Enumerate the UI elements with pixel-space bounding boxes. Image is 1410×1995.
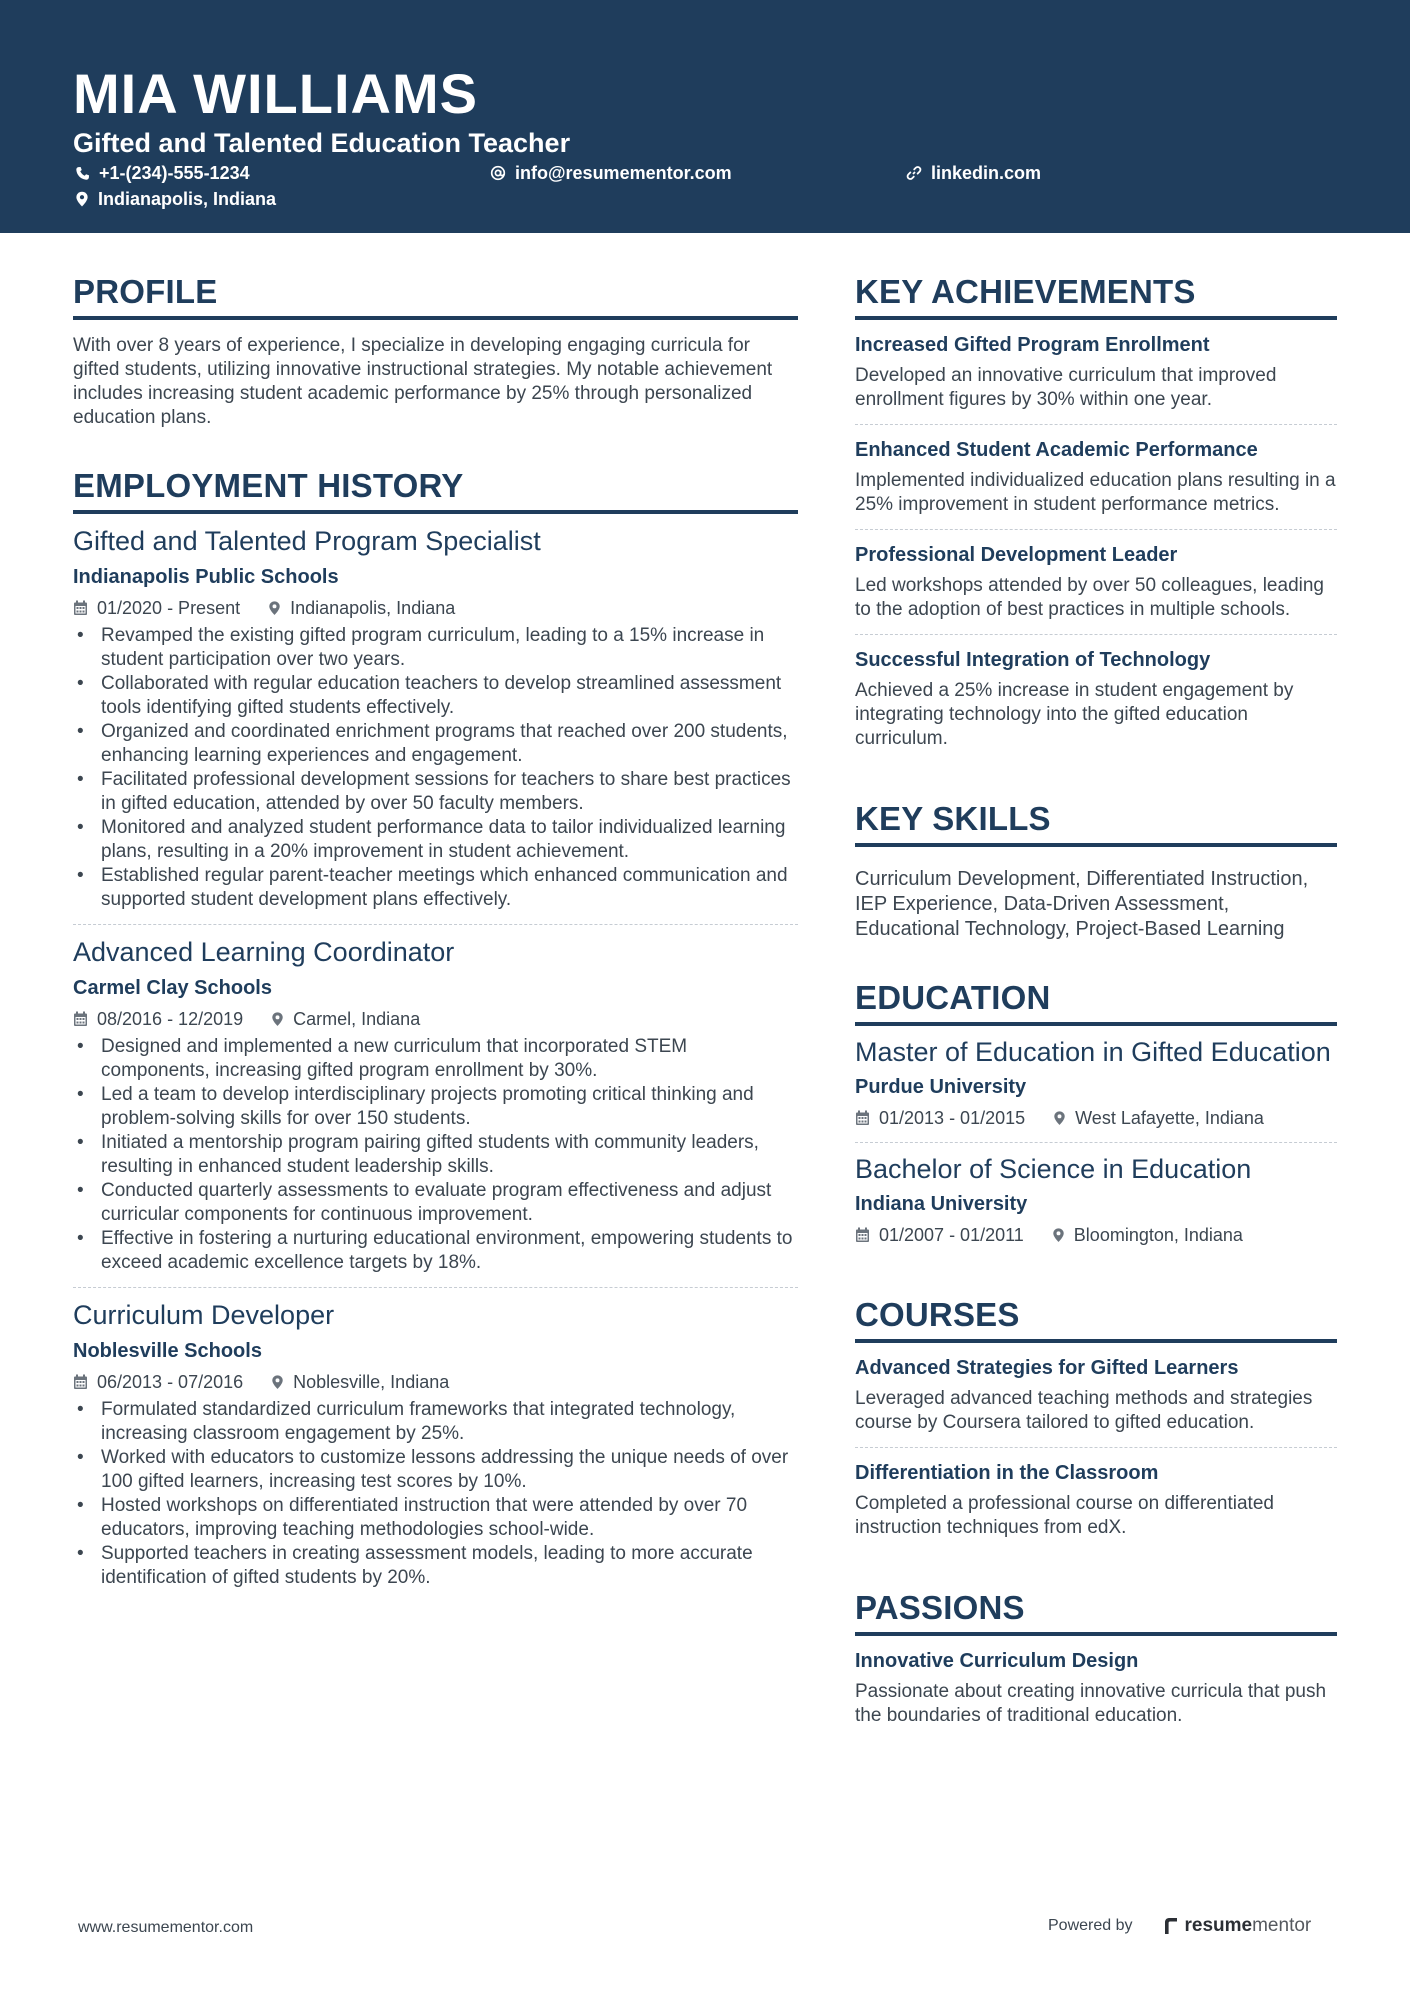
education-item bbox=[855, 1026, 1337, 1143]
linkedin-text: linkedin.com bbox=[931, 163, 1042, 183]
bullet-item: • Designed and implemented a new curriculum that incorporated STEM components, increasing gifted program enrollment by 30%. bbox=[73, 1035, 798, 1083]
bullet-item: • Effective in fostering a nurturing educational environment, empowering students to exceed academic excellence targets by 18%. bbox=[73, 1227, 798, 1275]
bullet-item: • Established regular parent-teacher meetings which enhanced communication and supported student development plans effectively. bbox=[73, 864, 798, 912]
section-heading: EDUCATION bbox=[855, 978, 1337, 1026]
phone-text: +1-(234)-555-1234 bbox=[99, 163, 250, 183]
job-meta bbox=[73, 1007, 798, 1031]
passion-title: Innovative Curriculum Design bbox=[855, 1650, 1139, 1672]
left-column bbox=[73, 272, 798, 1638]
education-degree: Master of Education in Gifted Education bbox=[855, 1037, 1331, 1067]
job-dates: 08/2016 - 12/2019 bbox=[97, 1009, 244, 1029]
education-meta bbox=[855, 1223, 1337, 1247]
section-heading: EMPLOYMENT HISTORY bbox=[73, 466, 798, 514]
achievement-desc: Achieved a 25% increase in student engagement by integrating technology into the gifted education curriculum. bbox=[855, 680, 1294, 749]
job-title: Gifted and Talented Program Specialist bbox=[73, 526, 541, 556]
calendar-icon bbox=[855, 1110, 870, 1126]
skills-text: Curriculum Development, Differentiated Instruction, IEP Experience, Data-Driven Assessment, Educational Technology, Project-Based Learning bbox=[855, 868, 1309, 940]
passion-desc: Passionate about creating innovative curricula that push the boundaries of traditional education. bbox=[855, 1681, 1327, 1726]
job-title: Curriculum Developer bbox=[73, 1300, 335, 1330]
courses-section bbox=[855, 1295, 1337, 1552]
brand-logo[interactable] bbox=[1163, 1915, 1312, 1937]
job-bullets bbox=[73, 1035, 798, 1275]
bullet-item: • Worked with educators to customize lessons addressing the unique needs of over 100 gifted learners, increasing test scores by 10%. bbox=[73, 1446, 798, 1494]
education-degree: Bachelor of Science in Education bbox=[855, 1154, 1252, 1184]
skills-section bbox=[855, 799, 1337, 942]
achievement-title: Enhanced Student Academic Performance bbox=[855, 439, 1258, 461]
right-column bbox=[855, 272, 1337, 1776]
job-company: Carmel Clay Schools bbox=[73, 977, 272, 999]
course-desc: Completed a professional course on differentiated instruction techniques from edX. bbox=[855, 1493, 1274, 1538]
email-text: info@resumementor.com bbox=[515, 163, 732, 183]
map-pin-icon bbox=[271, 1374, 284, 1390]
achievement-desc: Developed an innovative curriculum that improved enrollment figures by 30% within one year. bbox=[855, 365, 1277, 410]
job-company: Noblesville Schools bbox=[73, 1340, 262, 1362]
bullet-item: • Collaborated with regular education teachers to develop streamlined assessment tools identifying gifted students effectively. bbox=[73, 672, 798, 720]
course-title: Differentiation in the Classroom bbox=[855, 1462, 1159, 1484]
achievement-desc: Led workshops attended by over 50 colleagues, leading to the adoption of best practices in multiple schools. bbox=[855, 575, 1324, 620]
bullet-item: • Formulated standardized curriculum frameworks that integrated technology, increasing classroom engagement by 25%. bbox=[73, 1398, 798, 1446]
job-dates: 01/2020 - Present bbox=[97, 598, 241, 618]
education-meta bbox=[855, 1106, 1337, 1130]
calendar-icon bbox=[855, 1227, 870, 1243]
bullet-item: • Organized and coordinated enrichment programs that reached over 200 students, enhancing learning experiences and engagement. bbox=[73, 720, 798, 768]
passion-item bbox=[855, 1636, 1337, 1740]
brand-logo-icon bbox=[1163, 1917, 1179, 1935]
map-pin-icon bbox=[1052, 1227, 1065, 1243]
calendar-icon bbox=[73, 600, 88, 616]
profile-section bbox=[73, 272, 798, 430]
section-heading: PROFILE bbox=[73, 272, 798, 320]
bullet-item: • Led a team to develop interdisciplinary projects promoting critical thinking and problem-solving skills for over 150 students. bbox=[73, 1083, 798, 1131]
job-entry bbox=[73, 514, 798, 925]
achievement-item bbox=[855, 425, 1337, 530]
education-section bbox=[855, 978, 1337, 1259]
at-sign-icon bbox=[490, 165, 506, 181]
map-pin-icon bbox=[75, 191, 89, 207]
contact-email[interactable] bbox=[490, 161, 732, 185]
course-desc: Leveraged advanced teaching methods and strategies course by Coursera tailored to gifted education. bbox=[855, 1388, 1313, 1433]
section-heading: KEY ACHIEVEMENTS bbox=[855, 272, 1337, 320]
education-school: Indiana University bbox=[855, 1193, 1028, 1215]
job-location: Carmel, Indiana bbox=[293, 1009, 421, 1029]
job-title: Advanced Learning Coordinator bbox=[73, 937, 455, 967]
job-entry bbox=[73, 1288, 798, 1602]
section-heading: PASSIONS bbox=[855, 1588, 1337, 1636]
job-meta bbox=[73, 1370, 798, 1394]
brand-name-bold: resume bbox=[1184, 1915, 1253, 1936]
section-heading: KEY SKILLS bbox=[855, 799, 1337, 847]
achievement-item bbox=[855, 530, 1337, 635]
job-bullets bbox=[73, 1398, 798, 1590]
education-item bbox=[855, 1143, 1337, 1259]
map-pin-icon bbox=[1053, 1110, 1066, 1126]
job-entry bbox=[73, 925, 798, 1288]
profile-text: With over 8 years of experience, I specialize in developing engaging curricula for gifted students, utilizing innovative instructional strategies. My notable achievement includes increasing student academic performance by 25% through personalized education plans. bbox=[73, 335, 773, 428]
calendar-icon bbox=[73, 1374, 88, 1390]
map-pin-icon bbox=[271, 1011, 284, 1027]
location-text: Indianapolis, Indiana bbox=[98, 189, 277, 209]
education-dates: 01/2007 - 01/2011 bbox=[879, 1225, 1024, 1245]
powered-by-label: Powered by bbox=[1048, 1917, 1133, 1934]
candidate-title: Gifted and Talented Education Teacher bbox=[73, 128, 571, 158]
education-location: West Lafayette, Indiana bbox=[1075, 1108, 1264, 1128]
job-dates: 06/2013 - 07/2016 bbox=[97, 1372, 244, 1392]
contact-linkedin[interactable] bbox=[906, 161, 1041, 185]
brand-name-light: mentor bbox=[1252, 1915, 1312, 1936]
achievement-title: Successful Integration of Technology bbox=[855, 649, 1211, 671]
job-meta bbox=[73, 596, 798, 620]
education-dates: 01/2013 - 01/2015 bbox=[879, 1108, 1026, 1128]
candidate-name: MIA WILLIAMS bbox=[73, 62, 478, 125]
job-bullets bbox=[73, 624, 798, 912]
bullet-item: • Supported teachers in creating assessment models, leading to more accurate identification of gifted students by 20%. bbox=[73, 1542, 798, 1590]
achievement-desc: Implemented individualized education plans resulting in a 25% improvement in student performance metrics. bbox=[855, 470, 1336, 515]
course-title: Advanced Strategies for Gifted Learners bbox=[855, 1357, 1239, 1379]
contact-phone[interactable] bbox=[75, 161, 250, 185]
course-item bbox=[855, 1448, 1337, 1552]
map-pin-icon bbox=[268, 600, 281, 616]
footer-branding bbox=[1048, 1915, 1311, 1937]
bullet-item: • Initiated a mentorship program pairing gifted students with community leaders, resulting in enhanced student leadership skills. bbox=[73, 1131, 798, 1179]
bullet-item: • Monitored and analyzed student performance data to tailor individualized learning plans, resulting in a 20% improvement in student achievement. bbox=[73, 816, 798, 864]
job-company: Indianapolis Public Schools bbox=[73, 566, 339, 588]
education-location: Bloomington, Indiana bbox=[1073, 1225, 1243, 1245]
contact-location bbox=[75, 187, 276, 211]
bullet-item: • Hosted workshops on differentiated instruction that were attended by over 70 educators, improving teaching methodologies school-wide. bbox=[73, 1494, 798, 1542]
resume-header bbox=[0, 0, 1410, 233]
achievements-section bbox=[855, 272, 1337, 763]
education-school: Purdue University bbox=[855, 1076, 1027, 1098]
phone-icon bbox=[75, 166, 90, 181]
achievement-item bbox=[855, 320, 1337, 425]
job-location: Indianapolis, Indiana bbox=[290, 598, 456, 618]
bullet-item: • Revamped the existing gifted program curriculum, leading to a 15% increase in student participation over two years. bbox=[73, 624, 798, 672]
link-icon bbox=[906, 165, 922, 181]
bullet-item: • Conducted quarterly assessments to evaluate program effectiveness and adjust curricular components for continuous improvement. bbox=[73, 1179, 798, 1227]
footer-website-link[interactable]: www.resumementor.com bbox=[78, 1919, 254, 1936]
section-heading: COURSES bbox=[855, 1295, 1337, 1343]
achievement-item bbox=[855, 635, 1337, 763]
bullet-item: • Facilitated professional development sessions for teachers to share best practices in gifted education, attended by over 50 faculty members. bbox=[73, 768, 798, 816]
job-location: Noblesville, Indiana bbox=[293, 1372, 450, 1392]
employment-section bbox=[73, 466, 798, 1602]
course-item bbox=[855, 1343, 1337, 1448]
calendar-icon bbox=[73, 1011, 88, 1027]
achievement-title: Increased Gifted Program Enrollment bbox=[855, 334, 1210, 356]
passions-section bbox=[855, 1588, 1337, 1740]
achievement-title: Professional Development Leader bbox=[855, 544, 1178, 566]
